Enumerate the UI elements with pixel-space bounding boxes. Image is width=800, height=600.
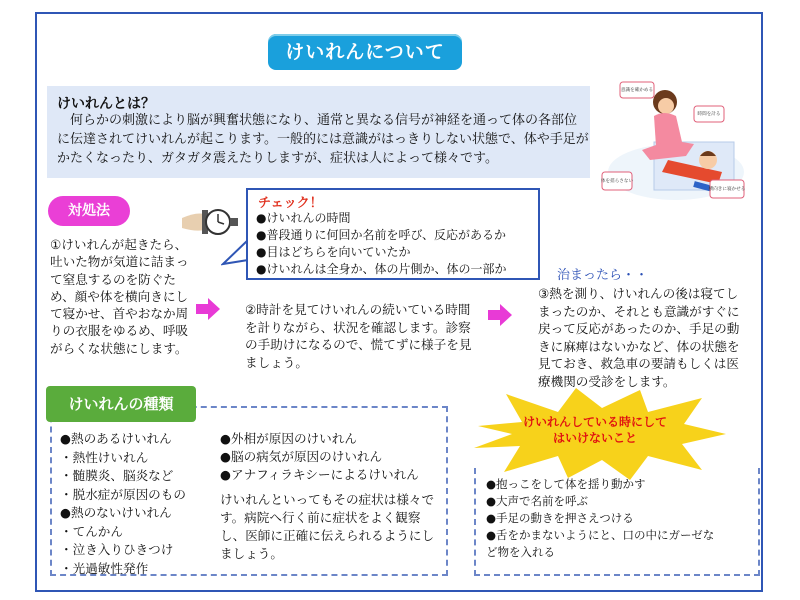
check-item: ●目はどちらを向いていたか	[256, 245, 411, 259]
list-item: ●アナフィラキシーによるけいれん	[220, 467, 419, 482]
list-item: ●熱のないけいれん	[60, 505, 172, 520]
list-item: ・てんかん	[60, 523, 123, 539]
list-item: ●熱のあるけいれん	[60, 431, 172, 446]
list-item: ・泣き入りひきつけ	[60, 542, 174, 557]
illus-label-1: 意識を確かめる	[620, 88, 654, 93]
list-item: ●外相が原因のけいれん	[220, 431, 357, 446]
illus-label-3: 体を揺らさない	[600, 179, 634, 184]
illus-label-2: 時間を計る	[697, 112, 721, 117]
list-item: ●抱っこをして体を揺り動かす	[486, 477, 646, 491]
arrow-right-icon	[196, 298, 220, 320]
list-item: ●手足の動きを押さえつける	[486, 511, 634, 525]
intro-heading: けいれんとは？	[57, 96, 155, 112]
list-item: ・髄膜炎、脳炎など	[60, 468, 174, 483]
list-item: ・光過敏性発作	[60, 560, 149, 576]
check-list	[256, 210, 506, 278]
bubble-tail	[221, 238, 249, 268]
cured-title: 治まったら・・	[557, 268, 649, 283]
list-item: ・脱水症が原因のもの	[60, 486, 186, 502]
step-1-text: ①けいれんが起きたら、吐いた物が気道に詰まって窒息するのを防ぐため、顔や体を横向きにして寝かせ、首やおなか周りの衣服をゆるめ、呼吸がらくな状態にします。	[50, 237, 189, 356]
list-item: ●大声で名前を呼ぶ	[486, 494, 589, 508]
intro-box	[47, 86, 590, 178]
response-label: 対処法	[48, 196, 130, 226]
list-item: ●舌をかまないようにと、口の中にガーゼなど物を入れる	[486, 528, 715, 559]
types-label: けいれんの種類	[46, 386, 196, 422]
illus-label-4: 横向きに寝かせる	[708, 187, 746, 192]
page-title: けいれんについて	[268, 34, 462, 70]
dont-list	[486, 476, 716, 561]
types-left-list	[60, 430, 186, 578]
arrow-right-icon	[488, 304, 512, 326]
list-item: ・熱性けいれん	[60, 449, 149, 465]
first-aid-illustration-icon	[598, 80, 748, 208]
check-box	[246, 188, 540, 280]
types-right-list	[220, 430, 419, 484]
step-3-text: ③熱を測り、けいれんの後は寝てしまったのか、それとも意識がすぐに戻って反応があったのか、手足の動きに麻痺はないかなど、体の状態を見ておき、救急車の要請もしくは医療機関の受診をします。	[538, 286, 740, 389]
dont-title: けいれんしている時にしてはいけないこと	[522, 415, 667, 445]
check-item: ●けいれんは全身か、体の片側か、体の一部か	[256, 262, 507, 276]
check-item: ●けいれんの時間	[256, 211, 351, 225]
check-item: ●普段通りに何回か名前を呼び、反応があるか	[256, 228, 506, 242]
step-2-text: ②時計を見てけいれんの続いている時間を計りながら、状況を確認します。診察の手助けになるので、慌てずに様子を見ましょう。	[245, 302, 472, 370]
list-item: ●脳の病気が原因のけいれん	[220, 449, 383, 464]
types-note: けいれんといってもその症状は様々です。病院へ行く前に症状をよく観察し、医師に正確に伝えられるようにしましょう。	[220, 492, 435, 561]
check-title: チェック！	[258, 196, 323, 211]
intro-body: 何らかの刺激により脳が興奮状態になり、通常と異なる信号が神経を通って体の各部位に伝達されてけいれんが起こります。一般的には意識がはっきりしない状態で、体や手足がかたくなったり、ガタガタ震えたりしますが、症状は人によって様々です。	[57, 113, 589, 166]
